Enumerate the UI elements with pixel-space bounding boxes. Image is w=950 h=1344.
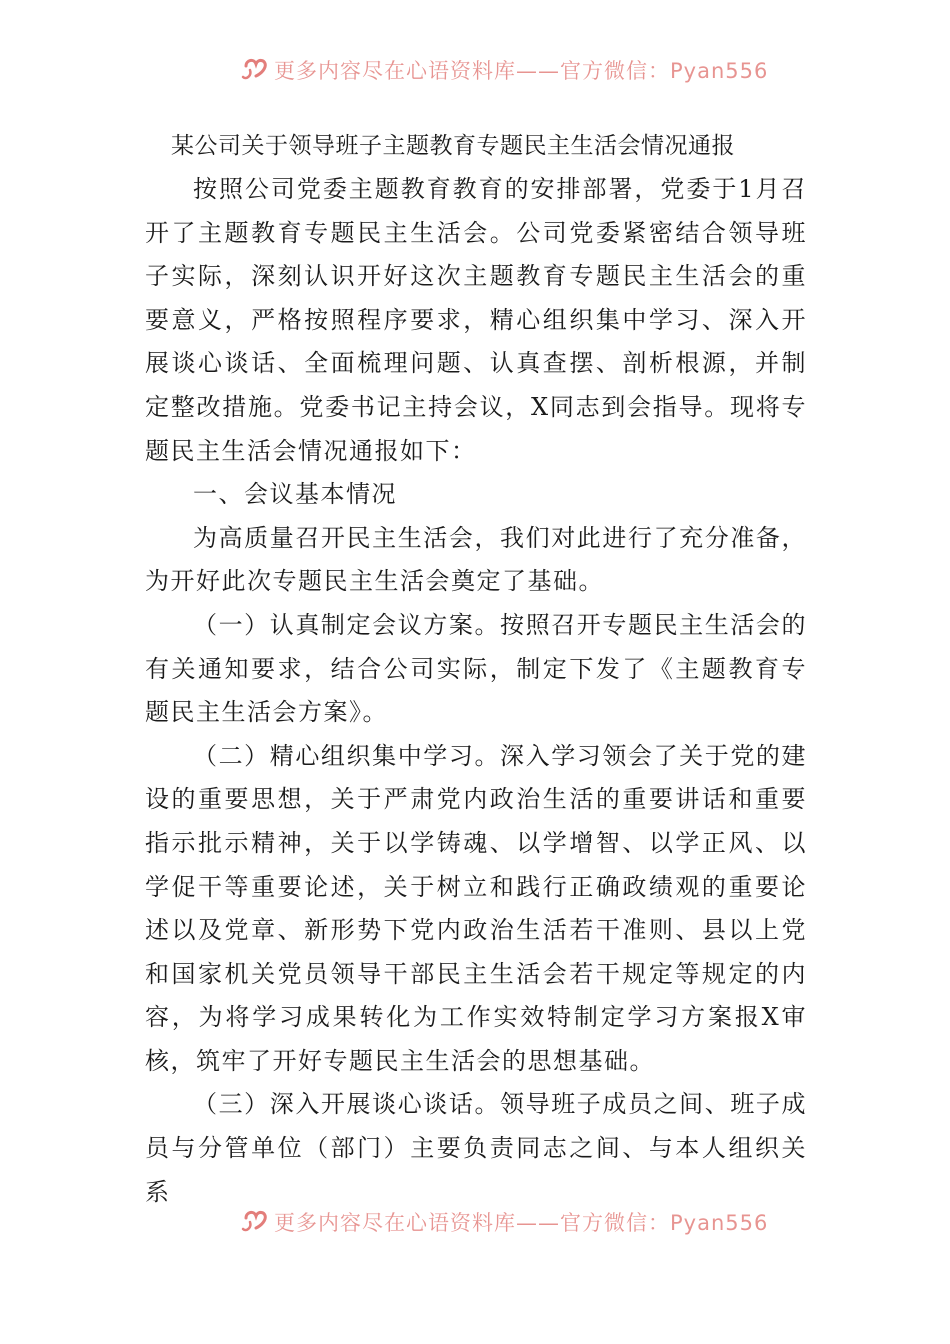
section-heading-1: 一、会议基本情况 xyxy=(193,480,397,509)
paragraph-preparation: 为高质量召开民主生活会，我们对此进行了充分准备，为开好此次专题民主生活会奠定了基础。 xyxy=(145,523,807,596)
paragraph-item-1: （一）认真制定会议方案。按照召开专题民主生活会的有关通知要求，结合公司实际，制定下发了《主题教育专题民主生活会方案》。 xyxy=(145,610,807,727)
watermark-logo-icon xyxy=(240,52,270,82)
document-title: 某公司关于领导班子主题教育专题民主生活会情况通报 xyxy=(171,133,735,159)
paragraph-item-2: （二）精心组织集中学习。深入学习领会了关于党的建设的重要思想，关于严肃党内政治生活的重要讲话和重要指示批示精神，关于以学铸魂、以学增智、以学正风、以学促干等重要论述，关于树立和践行正确政绩观的重要论述以及党章、新形势下党内政治生活若干准则、县以上党和国家机关党员领导干部民主生活会若干规定等规定的内容，为将学习成果转化为工作实效特制定学习方案报X审核，筑牢了开好专题民主生活会的思想基础。 xyxy=(145,741,807,1075)
header-watermark xyxy=(0,52,950,86)
paragraph-intro: 按照公司党委主题教育教育的安排部署，党委于1月召开了主题教育专题民主生活会。公司党委紧密结合领导班子实际，深刻认识开好这次主题教育专题民主生活会的重要意义，严格按照程序要求，精心组织集中学习、深入开展谈心谈话、全面梳理问题、认真查摆、剖析根源，并制定整改措施。党委书记主持会议，X同志到会指导。现将专题民主生活会情况通报如下： xyxy=(145,175,807,465)
document-body xyxy=(145,124,807,1214)
footer-watermark xyxy=(0,1204,950,1238)
paragraph-item-3: （三）深入开展谈心谈话。领导班子成员之间、班子成员与分管单位（部门）主要负责同志之间、与本人组织关系 xyxy=(145,1090,807,1206)
watermark-text: 更多内容尽在心语资料库——官方微信：Pyan556 xyxy=(274,1211,769,1235)
watermark-logo-icon xyxy=(240,1204,270,1234)
watermark-text: 更多内容尽在心语资料库——官方微信：Pyan556 xyxy=(274,59,769,83)
